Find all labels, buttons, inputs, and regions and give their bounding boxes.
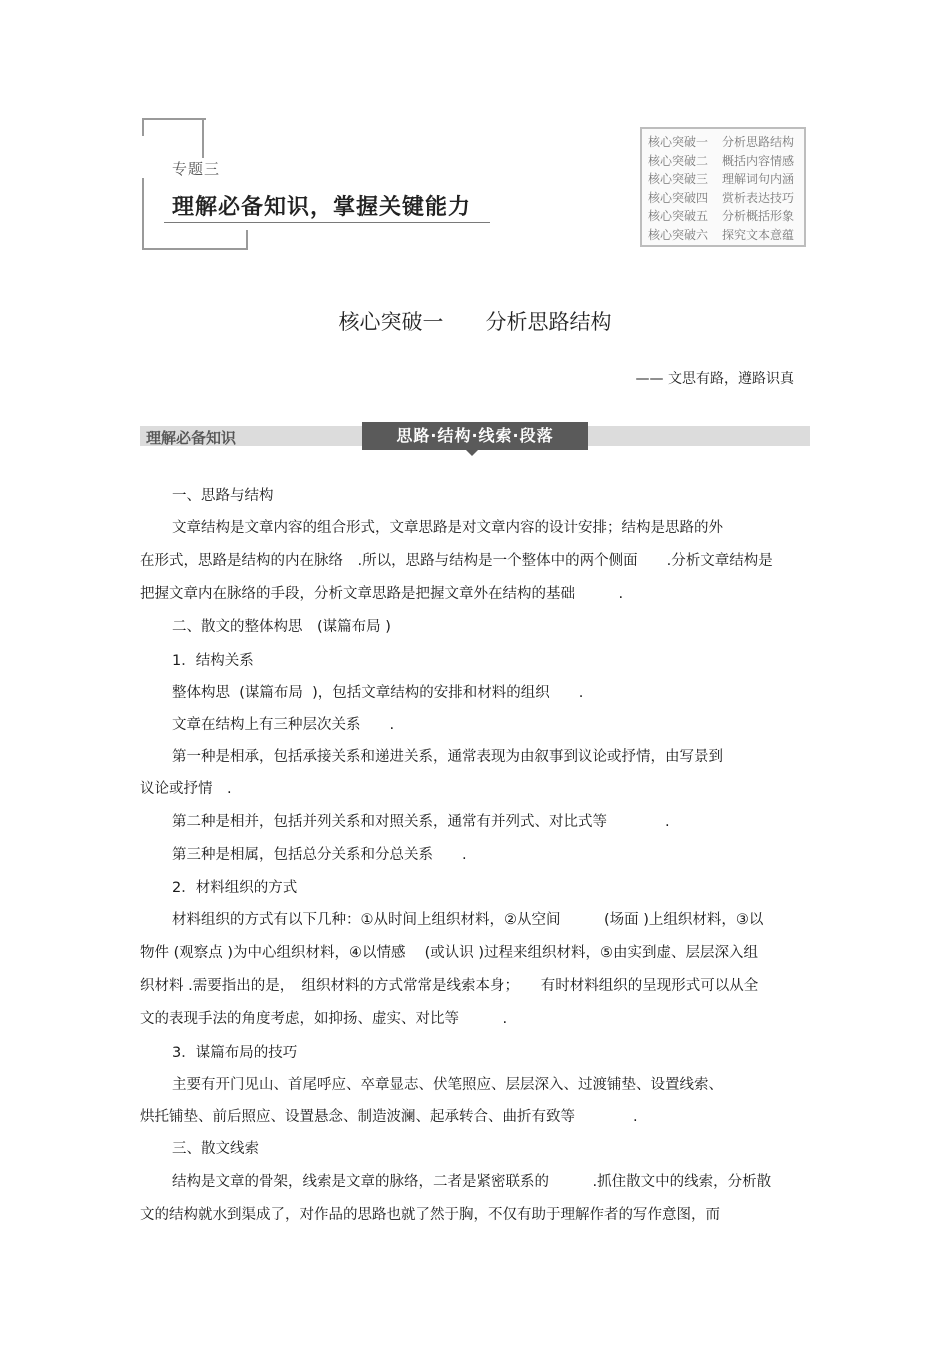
banner-tab bbox=[362, 422, 588, 450]
heading-1: 一、思路与结构 bbox=[172, 488, 274, 504]
topic-title: 理解必备知识，掌握关键能力 bbox=[172, 195, 472, 220]
pointer-triangle-icon bbox=[466, 450, 478, 456]
subheading: 3．谋篇布局的技巧 bbox=[172, 1045, 298, 1061]
paragraph-line: 在形式，思路是结构的内在脉络 .所以，思路与结构是一个整体中的两个侧面 .分析文章结构是 bbox=[140, 553, 773, 569]
paragraph-line: 主要有开门见山、首尾呼应、卒章显志、伏笔照应、层层深入、过渡铺垫、设置线索、 bbox=[172, 1077, 723, 1093]
section-title: 核心突破一 分析思路结构 bbox=[338, 310, 612, 334]
paragraph-line: 文的结构就水到渠成了，对作品的思路也就了然于胸，不仅有助于理解作者的写作意图，而 bbox=[140, 1207, 720, 1223]
frame-corner bbox=[142, 118, 206, 136]
paragraph-line: 材料组织的方式有以下几种：①从时间上组织材料，②从空间 (场面 )上组织材料，③以 bbox=[172, 912, 764, 928]
epigraph: —— 文思有路，遵路识真 bbox=[635, 371, 794, 387]
frame-stub bbox=[246, 230, 248, 250]
contents-item: 核心突破二 概括内容情感 bbox=[648, 153, 795, 168]
paragraph-line: 整体构思 (谋篇布局 )，包括文章结构的安排和材料的组织 . bbox=[172, 685, 584, 701]
topic-header bbox=[142, 118, 490, 250]
paragraph-line: 把握文章内在脉络的手段，分析文章思路是把握文章外在结构的基础 . bbox=[140, 586, 624, 602]
section-banner bbox=[140, 426, 810, 446]
heading-2: 二、散文的整体构思 (谋篇布局 ) bbox=[172, 619, 391, 635]
subheading: 2．材料组织的方式 bbox=[172, 880, 298, 896]
paragraph-line: 物件 (观察点 )为中心组织材料，④以情感 (或认识 )过程来组织材料，⑤由实到虚、层层深入组 bbox=[140, 945, 759, 961]
contents-item: 核心突破三 理解词句内涵 bbox=[648, 172, 795, 187]
banner-label: 理解必备知识 bbox=[146, 429, 237, 447]
contents-item: 核心突破一 分析思路结构 bbox=[648, 135, 795, 149]
paragraph-line: 烘托铺垫、前后照应、设置悬念、制造波澜、起承转合、曲折有致等 . bbox=[140, 1109, 638, 1125]
banner-tab-label: 思路·结构·线索·段落 bbox=[396, 426, 554, 445]
subheading: 1．结构关系 bbox=[172, 653, 254, 669]
paragraph-line: 文章结构是文章内容的组合形式，文章思路是对文章内容的设计安排；结构是思路的外 bbox=[172, 520, 723, 536]
paragraph-line: 第一种是相承，包括承接关系和递进关系，通常表现为由叙事到议论或抒情，由写景到 bbox=[172, 749, 723, 765]
paragraph-line: 第二种是相并，包括并列关系和对照关系，通常有并列式、对比式等 . bbox=[172, 814, 670, 830]
contents-box bbox=[640, 127, 806, 247]
frame-bottom-line bbox=[142, 248, 248, 250]
frame-left-line bbox=[142, 178, 144, 250]
paragraph-line: 织材料 .需要指出的是， 组织材料的方式常常是线索本身； 有时材料组织的呈现形式可以从全 bbox=[140, 978, 759, 994]
frame-stub bbox=[202, 118, 204, 158]
contents-item: 核心突破四 赏析表达技巧 bbox=[648, 190, 795, 205]
title-underline bbox=[164, 222, 490, 223]
topic-label: 专题三 bbox=[172, 160, 221, 178]
paragraph-line: 文章在结构上有三种层次关系 . bbox=[172, 717, 395, 733]
contents-item: 核心突破六 探究文本意蕴 bbox=[648, 227, 795, 242]
paragraph-line: 第三种是相属，包括总分关系和分总关系 . bbox=[172, 847, 467, 863]
paragraph-line: 文的表现手法的角度考虑，如抑扬、虚实、对比等 . bbox=[140, 1011, 508, 1027]
paragraph-line: 结构是文章的骨架，线索是文章的脉络，二者是紧密联系的 .抓住散文中的线索，分析散 bbox=[172, 1174, 772, 1190]
paragraph-line: 议论或抒情 . bbox=[140, 781, 232, 797]
contents-item: 核心突破五 分析概括形象 bbox=[648, 209, 795, 224]
heading-3: 三、散文线索 bbox=[172, 1141, 259, 1157]
